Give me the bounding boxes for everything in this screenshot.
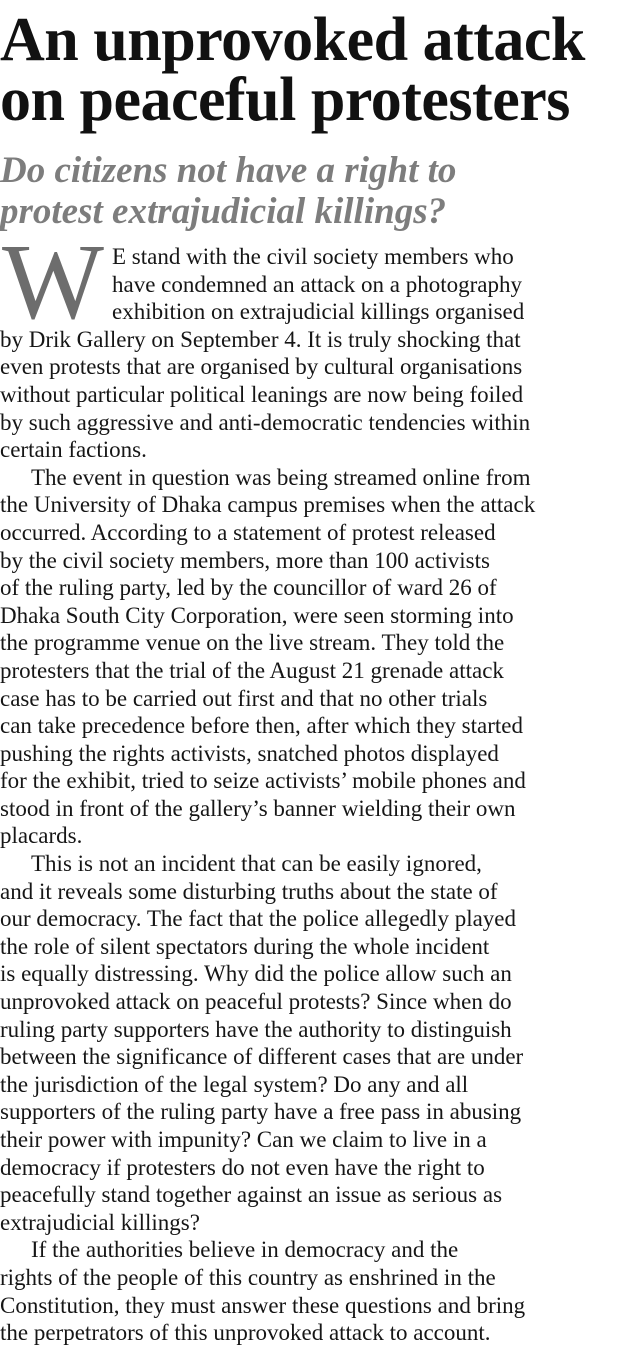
text-line: between the significance of different cases that are under: [0, 1044, 524, 1070]
headline: [0, 6, 629, 134]
text-line: of the ruling party, led by the councillor of ward 26 of: [0, 575, 497, 601]
text-line: the jurisdiction of the legal system? Do any and all: [0, 1071, 469, 1097]
text-line: by such aggressive and anti-democratic tendencies within: [0, 409, 531, 435]
text-line: rights of the people of this country as enshrined in the: [0, 1264, 496, 1290]
subheadline-line: Do citizens not have a right to: [0, 150, 457, 191]
text-line: is equally distressing. Why did the police allow such an: [0, 961, 512, 987]
text-line: Dhaka South City Corporation, were seen storming into: [0, 602, 514, 628]
text-line: ruling party supporters have the authority to distinguish: [0, 1016, 512, 1042]
text-line: the role of silent spectators during the whole incident: [0, 933, 490, 959]
text-line: their power with impunity? Can we claim to live in a: [0, 1127, 487, 1152]
text-line: If the authorities believe in democracy and the: [31, 1237, 459, 1263]
text-line: This is not an incident that can be easily ignored,: [31, 851, 482, 877]
text-line: stood in front of the gallery’s banner wielding their own: [0, 795, 516, 821]
text-line: placards.: [0, 823, 83, 849]
text-line: without particular political leanings are now being foiled: [0, 381, 524, 407]
article-body: [0, 243, 629, 1347]
text-line: have condemned an attack on a photography: [112, 271, 523, 297]
text-line: The event in question was being streamed online from: [31, 464, 531, 490]
text-line: unprovoked attack on peaceful protests? Since when do: [0, 989, 512, 1015]
subheadline: [0, 150, 629, 232]
text-line: extrajudicial killings?: [0, 1209, 200, 1235]
text-line: the programme venue on the live stream. They told the: [0, 630, 505, 656]
text-line: our democracy. The fact that the police allegedly played: [0, 906, 516, 932]
text-line: democracy if protesters do not even have the right to: [0, 1154, 485, 1180]
text-line: certain factions.: [0, 437, 147, 463]
text-line: occurred. According to a statement of protest released: [0, 519, 496, 545]
paragraph-2: [0, 464, 629, 850]
text-line: case has to be carried out first and that no other trials: [0, 685, 488, 711]
text-line: even protests that are organised by cultural organisations: [0, 354, 523, 380]
text-line: for the exhibit, tried to seize activists’ mobile phones and: [0, 768, 526, 794]
paragraph-3: [0, 850, 629, 1236]
text-line: the University of Dhaka campus premises when the attack: [0, 492, 536, 518]
text-line: peacefully stand together against an issue as serious as: [0, 1182, 503, 1208]
paragraph-4: [0, 1236, 629, 1346]
headline-line: on peaceful protesters: [0, 66, 570, 134]
subheadline-line: protest extrajudicial killings?: [0, 191, 447, 232]
text-line: supporters of the ruling party have a free pass in abusing: [0, 1099, 522, 1125]
text-line: the perpetrators of this unprovoked attack to account.: [0, 1320, 491, 1346]
text-line: protesters that the trial of the August 21 grenade attack: [0, 657, 504, 683]
text-line: Constitution, they must answer these questions and bring: [0, 1292, 526, 1318]
text-line: and it reveals some disturbing truths about the state of: [0, 878, 498, 904]
paragraph-1: [0, 243, 629, 464]
text-line: exhibition on extrajudicial killings organised: [112, 299, 525, 325]
text-line: E stand with the civil society members who: [112, 244, 514, 269]
text-line: by Drik Gallery on September 4. It is truly shocking that: [0, 326, 521, 352]
text-line: pushing the rights activists, snatched photos displayed: [0, 740, 499, 766]
drop-cap: W: [2, 223, 104, 342]
text-line: can take precedence before then, after which they started: [0, 713, 523, 739]
headline-line: An unprovoked attack: [0, 6, 585, 74]
text-line: by the civil society members, more than 100 activists: [0, 547, 490, 573]
